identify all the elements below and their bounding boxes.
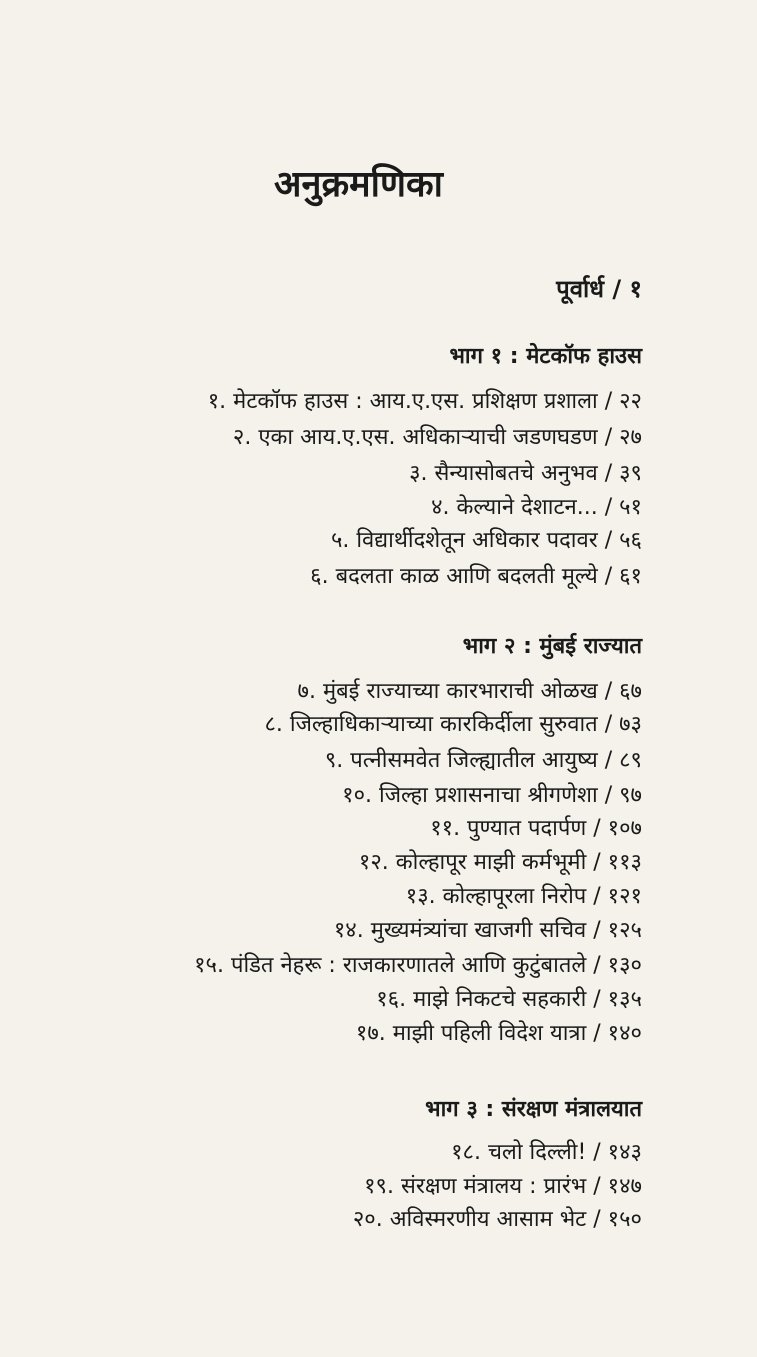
toc-entry: ४. केल्याने देशाटन... / ५१: [431, 495, 642, 520]
toc-entry: १. मेटकॉफ हाउस : आय.ए.एस. प्रशिक्षण प्रशाला / २२: [207, 389, 642, 414]
toc-entry: १०. जिल्हा प्रशासनाचा श्रीगणेशा / ९७: [342, 783, 642, 808]
preface-entry: पूर्वार्ध / १: [556, 275, 642, 303]
toc-entry: ५. विद्यार्थीदशेतून अधिकार पदावर / ५६: [330, 528, 642, 553]
toc-entry: १६. माझे निकटचे सहकारी / १३५: [376, 987, 642, 1012]
toc-entry: ९. पत्नीसमवेत जिल्ह्यातील आयुष्य / ८९: [324, 748, 642, 773]
toc-entry: ३. सैन्यासोबतचे अनुभव / ३९: [409, 461, 642, 486]
toc-entry: ११. पुण्यात पदार्पण / १०७: [430, 816, 642, 841]
part-heading: भाग २ : मुंबई राज्यात: [462, 634, 642, 659]
part-heading: भाग ३ : संरक्षण मंत्रालयात: [425, 1097, 642, 1122]
toc-entry: १५. पंडित नेहरू : राजकारणातले आणि कुटुंबातले / १३०: [194, 953, 642, 978]
toc-entry: १४. मुख्यमंत्र्यांचा खाजगी सचिव / १२५: [333, 918, 642, 943]
toc-entry: २. एका आय.ए.एस. अधिकाऱ्याची जडणघडण / २७: [232, 425, 642, 450]
toc-entry: १९. संरक्षण मंत्रालय : प्रारंभ / १४७: [364, 1174, 642, 1199]
toc-entry: ६. बदलता काळ आणि बदलती मूल्ये / ६१: [310, 564, 642, 589]
toc-entry: २०. अविस्मरणीय आसाम भेट / १५०: [352, 1207, 642, 1232]
toc-entry: १३. कोल्हापूरला निरोप / १२१: [405, 884, 642, 909]
toc-entry: ८. जिल्हाधिकाऱ्याच्या कारकिर्दीला सुरुवात / ७३: [264, 712, 642, 737]
toc-entry: १७. माझी पहिली विदेश यात्रा / १४०: [355, 1021, 642, 1046]
part-heading: भाग १ : मेटकॉफ हाउस: [449, 344, 642, 369]
toc-entry: १२. कोल्हापूर माझी कर्मभूमी / ११३: [358, 850, 642, 875]
toc-entry: ७. मुंबई राज्याच्या कारभाराची ओळख / ६७: [297, 679, 642, 704]
page-title: अनुक्रमणिका: [274, 164, 443, 205]
toc-entry: १८. चलो दिल्ली! / १४३: [451, 1140, 642, 1165]
